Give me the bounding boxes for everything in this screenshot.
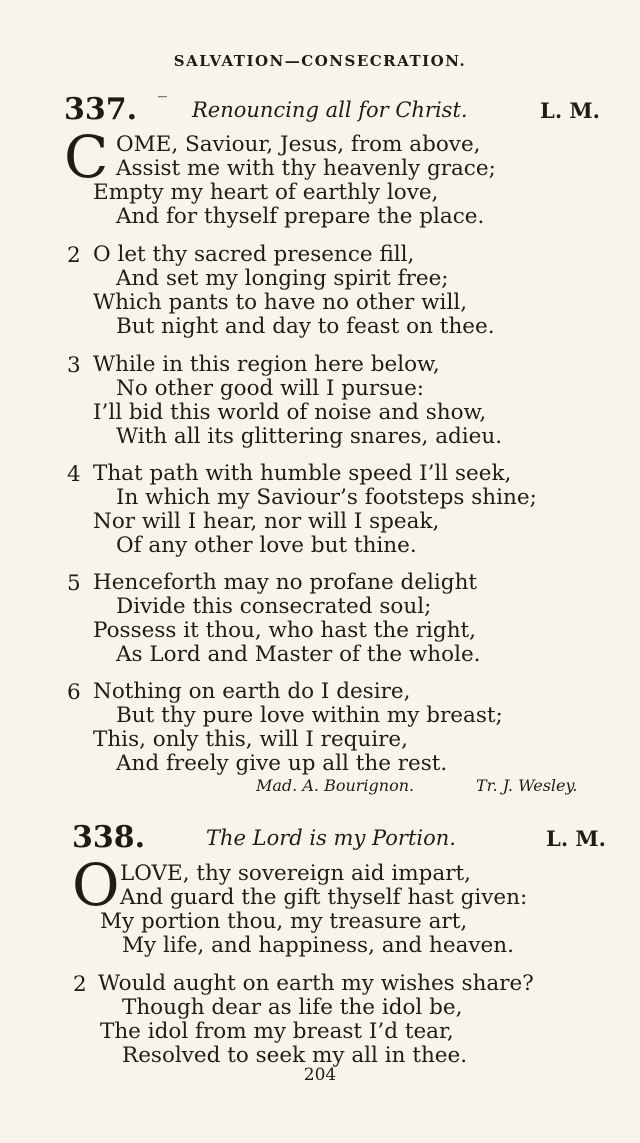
hymn-number: 337.: [64, 92, 138, 127]
verse-line: Divide this consecrated soul;: [116, 594, 432, 619]
verse-line: And guard the gift thyself hast given:: [120, 885, 528, 910]
stanza-number: 2: [73, 972, 87, 997]
verse-line: This, only this, will I require,: [93, 727, 408, 752]
stanza-number: 4: [67, 462, 81, 487]
verse-line: Assist me with thy heavenly grace;: [116, 156, 496, 181]
verse-line: My life, and happiness, and heaven.: [122, 933, 514, 958]
hymn-meter: L. M.: [540, 98, 600, 123]
verse-line: No other good will I pursue:: [116, 376, 425, 401]
hymn-title: The Lord is my Portion.: [206, 826, 456, 850]
verse-line: And set my longing spirit free;: [116, 266, 449, 291]
page-number: 204: [303, 1065, 337, 1085]
verse-line: Though dear as life the idol be,: [122, 995, 463, 1020]
verse-line: My portion thou, my treasure art,: [100, 909, 468, 934]
header-dash: ‾: [158, 94, 167, 115]
running-head: SALVATION—CONSECRATION.: [173, 52, 467, 70]
stanza-number: 6: [67, 680, 81, 705]
hymn-title: Renouncing all for Christ.: [192, 98, 468, 122]
verse-line: Of any other love but thine.: [116, 533, 417, 558]
verse-line: LOVE, thy sovereign aid impart,: [120, 861, 471, 886]
verse-line: Possess it thou, who hast the right,: [93, 618, 477, 643]
verse-line: The idol from my breast I’d tear,: [100, 1019, 454, 1044]
verse-line: Which pants to have no other will,: [93, 290, 468, 315]
verse-line: Henceforth may no profane delight: [93, 570, 478, 595]
stanza-number: 5: [67, 571, 81, 596]
translator-credit: Tr. J. Wesley.: [476, 776, 578, 795]
verse-line: Nothing on earth do I desire,: [93, 679, 411, 704]
verse-line: I’ll bid this world of noise and show,: [93, 400, 487, 425]
verse-line: Nor will I hear, nor will I speak,: [93, 509, 440, 534]
verse-line: Empty my heart of earthly love,: [93, 180, 439, 205]
verse-line: Would aught on earth my wishes share?: [98, 971, 534, 996]
verse-line: That path with humble speed I’ll seek,: [93, 461, 512, 486]
drop-cap: O: [72, 851, 120, 919]
drop-cap: C: [64, 123, 109, 191]
verse-line: But night and day to feast on thee.: [116, 314, 495, 339]
verse-line: OME, Saviour, Jesus, from above,: [116, 132, 481, 157]
author-credit: Mad. A. Bourignon.: [256, 776, 415, 795]
verse-line: Resolved to seek my all in thee.: [122, 1043, 468, 1068]
verse-line: In which my Saviour’s footsteps shine;: [116, 485, 537, 510]
verse-line: And for thyself prepare the place.: [116, 204, 485, 229]
verse-line: But thy pure love within my breast;: [116, 703, 503, 728]
verse-line: While in this region here below,: [93, 352, 440, 377]
hymn-meter: L. M.: [546, 826, 606, 851]
verse-line: As Lord and Master of the whole.: [116, 642, 481, 667]
stanza-number: 2: [67, 243, 81, 268]
verse-line: With all its glittering snares, adieu.: [116, 424, 503, 449]
verse-line: And freely give up all the rest.: [116, 751, 448, 776]
hymn-number: 338.: [72, 820, 146, 855]
stanza-number: 3: [67, 353, 81, 378]
verse-line: O let thy sacred presence fill,: [93, 242, 415, 267]
